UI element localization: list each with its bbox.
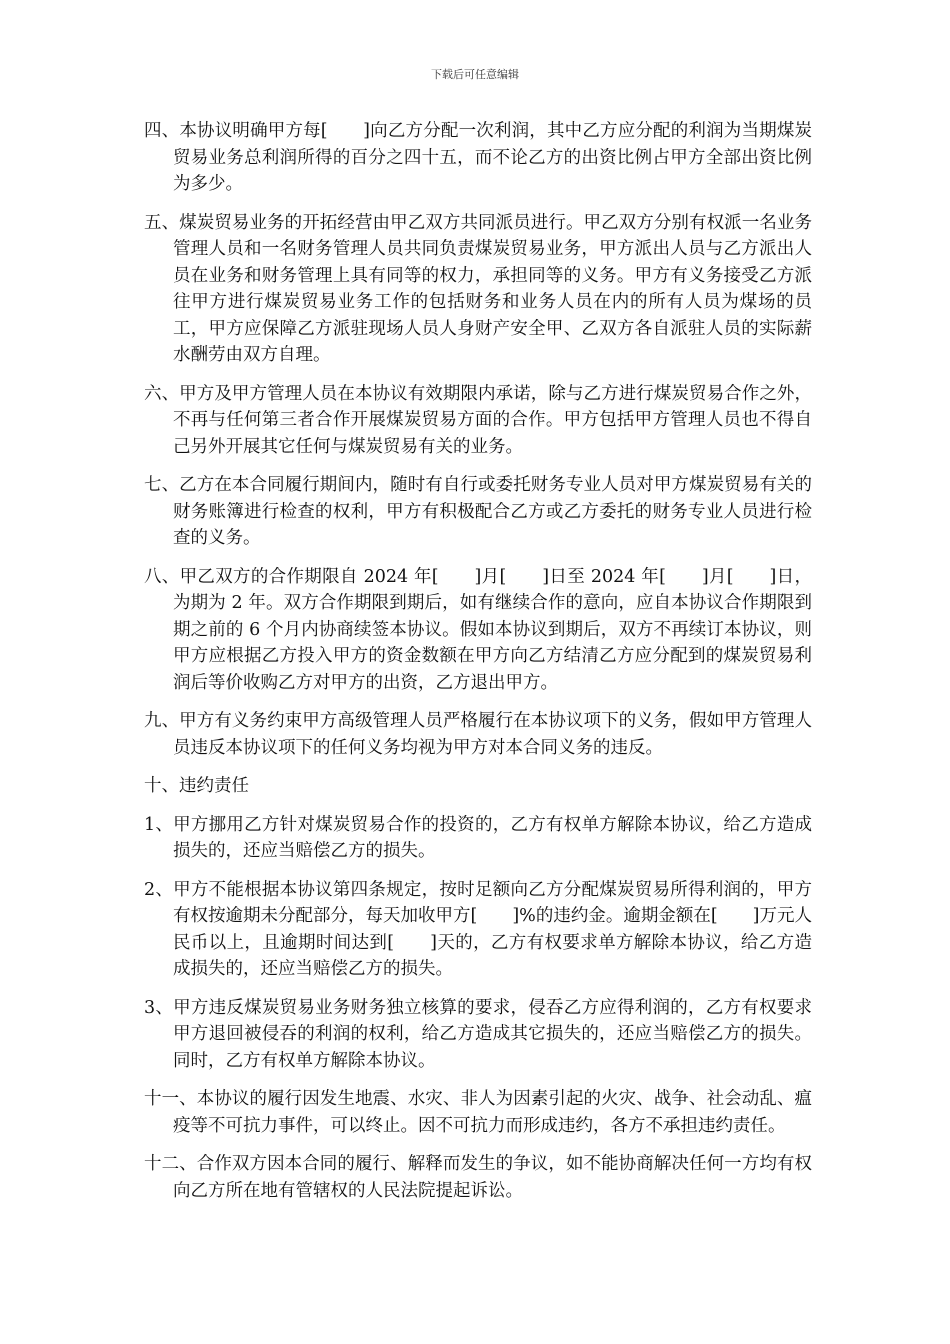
clause-10-item-2: 2、甲方不能根据本协议第四条规定，按时足额向乙方分配煤炭贸易所得利润的，甲方有权按逾期未分配部分，每天加收甲方[ ]%的违约金。逾期金额在[ ]万元人民币以上，且逾期时间达到[ ]天的，乙方有权要求单方解除本协议，给乙方造成损失的，还应当赔偿乙方的损失。 — [144, 879, 812, 979]
clause-7: 七、乙方在本合同履行期间内，随时有自行或委托财务专业人员对甲方煤炭贸易有关的财务账簿进行检查的权利，甲方有积极配合乙方或乙方委托的财务专业人员进行检查的义务。 — [144, 475, 812, 548]
page-header: 下载后可任意编辑 — [431, 68, 519, 81]
clause-9: 九、甲方有义务约束甲方高级管理人员严格履行在本协议项下的义务，假如甲方管理人员违反本协议项下的任何义务均视为甲方对本合同义务的违反。 — [144, 711, 812, 758]
document-body — [144, 118, 812, 1216]
clause-4: 四、本协议明确甲方每[ ]向乙方分配一次利润，其中乙方应分配的利润为当期煤炭贸易业务总利润所得的百分之四十五，而不论乙方的出资比例占甲方全部出资比例为多少。 — [144, 121, 812, 194]
clause-5: 五、煤炭贸易业务的开拓经营由甲乙双方共同派员进行。甲乙双方分别有权派一名业务管理人员和一名财务管理人员共同负责煤炭贸易业务，甲方派出人员与乙方派出人员在业务和财务管理上具有同等的权力，承担同等的义务。甲方有义务接受乙方派往甲方进行煤炭贸易业务工作的包括财务和业务人员在内的所有人员为煤场的员工，甲方应保障乙方派驻现场人员人身财产安全甲、乙双方各自派驻人员的实际薪水酬劳由双方自理。 — [144, 212, 812, 365]
clause-10-heading: 十、违约责任 — [144, 776, 249, 796]
clause-10-item-1: 1、甲方挪用乙方针对煤炭贸易合作的投资的，乙方有权单方解除本协议，给乙方造成损失的，还应当赔偿乙方的损失。 — [144, 814, 812, 861]
clause-10-item-3: 3、甲方违反煤炭贸易业务财务独立核算的要求，侵吞乙方应得利润的，乙方有权要求甲方退回被侵吞的利润的权利，给乙方造成其它损失的，还应当赔偿乙方的损失。同时，乙方有权单方解除本协议。 — [144, 997, 812, 1071]
clause-8: 八、甲乙双方的合作期限自 2024 年[ ]月[ ]日至 2024 年[ ]月[ ]日，为期为 2 年。双方合作期限到期后，如有继续合作的意向，应自本协议合作期限到期之前的 6 个月内协商续签本协议。假如本协议到期后，双方不再续订本协议，则甲方应根据乙方投入甲方的资金数额在甲方向乙方结清乙方应分配到的煤炭贸易利润后等价收购乙方对甲方的出资，乙方退出甲方。 — [144, 566, 812, 693]
clause-12: 十二、合作双方因本合同的履行、解释而发生的争议，如不能协商解决任何一方均有权向乙方所在地有管辖权的人民法院提起诉讼。 — [144, 1154, 812, 1201]
clause-11: 十一、本协议的履行因发生地震、水灾、非人为因素引起的火灾、战争、社会动乱、瘟疫等不可抗力事件，可以终止。因不可抗力而形成违约，各方不承担违约责任。 — [144, 1089, 812, 1136]
clause-6: 六、甲方及甲方管理人员在本协议有效期限内承诺，除与乙方进行煤炭贸易合作之外，不再与任何第三者合作开展煤炭贸易方面的合作。甲方包括甲方管理人员也不得自己另外开展其它任何与煤炭贸易有关的业务。 — [144, 383, 812, 457]
